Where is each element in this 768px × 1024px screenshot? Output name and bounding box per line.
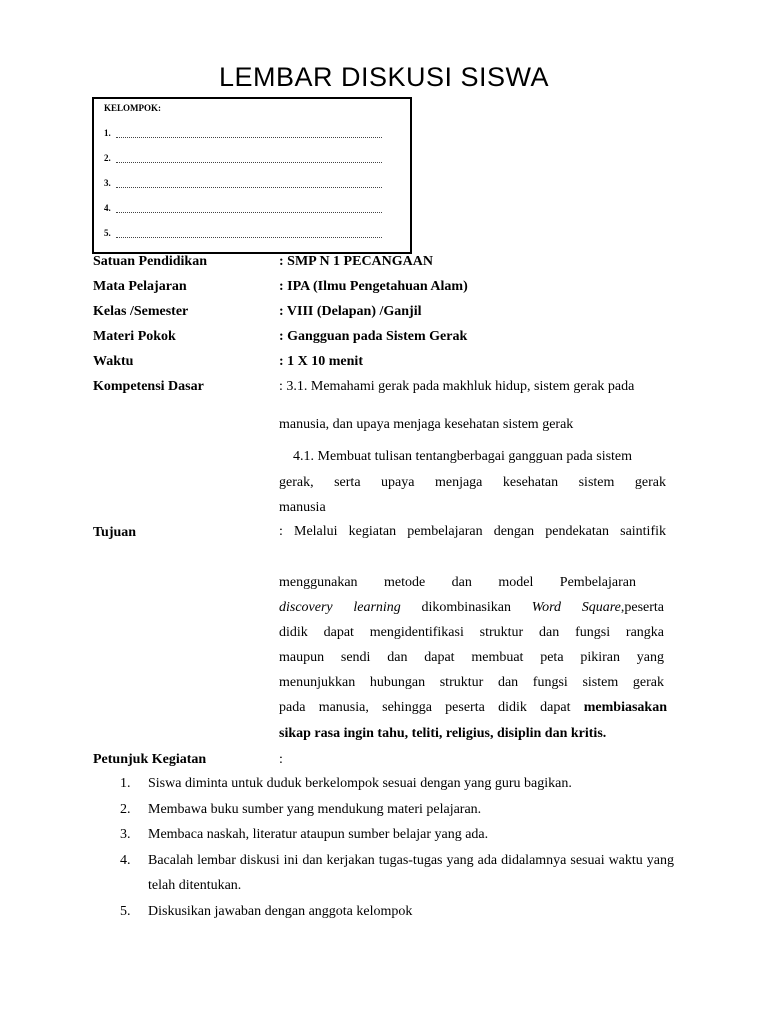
tujuan-line7-bold: membiasakan (583, 700, 667, 715)
petunjuk-item-2: Membawa buku sumber yang mendukung materi pelajaran. (148, 802, 482, 817)
petunjuk-num-5: 5. (120, 904, 131, 919)
info-value-mapel: : IPA (Ilmu Pengetahuan Alam) (279, 279, 468, 294)
tujuan-line3-end: ,peserta (620, 600, 665, 615)
petunjuk-num-2: 2. (120, 802, 131, 817)
info-label-kelas: Kelas /Semester (93, 304, 189, 319)
tujuan-line4: didik dapat mengidentifikasi struktur dan fungsi rangka (279, 625, 664, 640)
petunjuk-item-5: Diskusikan jawaban dengan anggota kelompok (148, 904, 413, 919)
info-value-materi: : Gangguan pada Sistem Gerak (279, 329, 468, 344)
info-label-materi: Materi Pokok (93, 329, 176, 344)
kelompok-blank-4[interactable] (116, 212, 382, 213)
petunjuk-num-1: 1. (120, 776, 131, 791)
tujuan-line8: sikap rasa ingin tahu, teliti, religius, disiplin dan kritis. (279, 726, 607, 741)
tujuan-label: Tujuan (93, 525, 137, 540)
info-label-mapel: Mata Pelajaran (93, 279, 187, 294)
petunjuk-colon: : (279, 752, 283, 767)
kd2-line3: manusia (279, 500, 326, 515)
petunjuk-label: Petunjuk Kegiatan (93, 752, 207, 767)
petunjuk-item-3: Membaca naskah, literatur ataupun sumber belajar yang ada. (148, 827, 489, 842)
tujuan-line7-text: pada manusia, sehingga peserta didik dapat (279, 700, 584, 715)
kelompok-label: KELOMPOK: (104, 103, 161, 113)
info-label-waktu: Waktu (93, 354, 134, 369)
kelompok-blank-1[interactable] (116, 137, 382, 138)
kompetensi-label: Kompetensi Dasar (93, 379, 204, 394)
petunjuk-num-3: 3. (120, 827, 131, 842)
tujuan-line5: maupun sendi dan dapat membuat peta pikiran yang (279, 650, 664, 665)
kelompok-number-3: 3. (104, 178, 111, 188)
kelompok-blank-2[interactable] (116, 162, 382, 163)
kelompok-number-2: 2. (104, 153, 111, 163)
tujuan-line1: : Melalui kegiatan pembelajaran dengan pendekatan saintifik (279, 524, 666, 539)
info-value-waktu: : 1 X 10 menit (279, 354, 363, 369)
tujuan-line6: menunjukkan hubungan struktur dan fungsi sistem gerak (279, 675, 664, 690)
tujuan-line2: menggunakan metode dan model Pembelajaran (279, 575, 636, 590)
tujuan-line3-mid: dikombinasikan (400, 600, 532, 615)
kelompok-blank-5[interactable] (116, 237, 382, 238)
page-title: LEMBAR DISKUSI SISWA (218, 62, 550, 92)
tujuan-line3 (279, 595, 664, 620)
tujuan-line7 (279, 695, 667, 720)
kelompok-box (92, 97, 412, 254)
kd1-line1: : 3.1. Memahami gerak pada makhluk hidup, sistem gerak pada (279, 379, 635, 394)
petunjuk-item-1: Siswa diminta untuk duduk berkelompok sesuai dengan yang guru bagikan. (148, 776, 572, 791)
info-label-satuan: Satuan Pendidikan (93, 254, 207, 269)
petunjuk-item-4: Bacalah lembar diskusi ini dan kerjakan tugas-tugas yang ada didalamnya sesuai waktu yang telah ditentukan. (148, 853, 674, 893)
kelompok-blank-3[interactable] (116, 187, 382, 188)
info-value-satuan: : SMP N 1 PECANGAAN (279, 254, 433, 269)
petunjuk-num-4: 4. (120, 853, 131, 868)
info-value-kelas: : VIII (Delapan) /Ganjil (279, 304, 422, 319)
tujuan-term-wordsquare: Word Square (531, 600, 621, 615)
kelompok-number-4: 4. (104, 203, 111, 213)
kd2-line2: gerak, serta upaya menjaga kesehatan sistem gerak (279, 475, 666, 490)
kd1-line2: manusia, dan upaya menjaga kesehatan sistem gerak (279, 417, 574, 432)
kelompok-number-5: 5. (104, 228, 111, 238)
kelompok-number-1: 1. (104, 128, 111, 138)
tujuan-term-discovery: discovery learning (279, 600, 401, 615)
kd2-line1: 4.1. Membuat tulisan tentangberbagai gangguan pada sistem (293, 449, 633, 464)
